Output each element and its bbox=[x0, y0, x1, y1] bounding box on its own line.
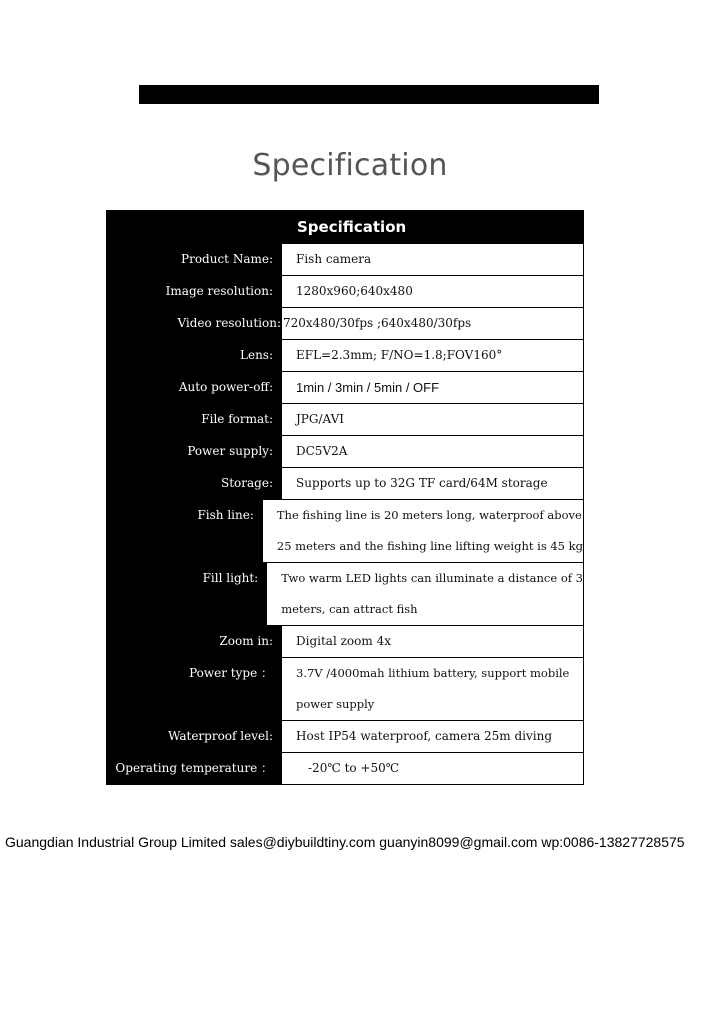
spec-row-auto-power-off bbox=[107, 371, 583, 403]
spec-row-fill-light bbox=[107, 562, 583, 625]
spec-value: Fish camera bbox=[281, 244, 583, 275]
spec-value: 1min / 3min / 5min / OFF bbox=[281, 372, 583, 403]
spec-label: Image resolution: bbox=[107, 276, 281, 307]
spec-label: Video resolution: bbox=[107, 308, 281, 339]
spec-value: Host IP54 waterproof, camera 25m diving bbox=[281, 721, 583, 752]
spec-value-line: The fishing line is 20 meters long, waterproof above bbox=[276, 508, 582, 522]
footer-contact-line: Guangdian Industrial Group Limited sales@diybuildtiny.com guanyin8099@gmail.com wp:0086-13827728575 bbox=[5, 834, 685, 850]
spec-value bbox=[262, 500, 583, 562]
spec-row-lens bbox=[107, 339, 583, 371]
top-black-bar bbox=[139, 85, 599, 104]
spec-row-video-resolution bbox=[107, 307, 583, 339]
spec-row-product-name bbox=[107, 243, 583, 275]
spec-label: Auto power-off: bbox=[107, 372, 281, 403]
spec-value bbox=[281, 658, 583, 720]
spec-value-line: 3.7V /4000mah lithium battery, support mobile bbox=[296, 666, 570, 680]
spec-value: JPG/AVI bbox=[281, 404, 583, 435]
spec-row-storage bbox=[107, 467, 583, 499]
table-header bbox=[107, 211, 583, 243]
spec-row-operating-temperature bbox=[107, 752, 583, 784]
spec-label: Operating temperature ： bbox=[107, 753, 281, 784]
spec-row-file-format bbox=[107, 403, 583, 435]
spec-label: Zoom in: bbox=[107, 626, 281, 657]
table-header-title: Specification bbox=[297, 218, 407, 236]
spec-value bbox=[266, 563, 583, 625]
spec-label: File format: bbox=[107, 404, 281, 435]
spec-row-waterproof-level bbox=[107, 720, 583, 752]
spec-label: Fish line: bbox=[107, 500, 262, 562]
spec-value: DC5V2A bbox=[281, 436, 583, 467]
spec-label: Storage: bbox=[107, 468, 281, 499]
spec-label: Waterproof level: bbox=[107, 721, 281, 752]
spec-label: Lens: bbox=[107, 340, 281, 371]
spec-value: 720x480/30fps ;640x480/30fps bbox=[281, 308, 583, 339]
spec-value-line: 25 meters and the fishing line lifting weight is 45 kg bbox=[276, 539, 583, 553]
spec-row-zoom-in bbox=[107, 625, 583, 657]
spec-row-fish-line bbox=[107, 499, 583, 562]
spec-value: -20℃ to +50℃ bbox=[281, 753, 583, 784]
spec-value-line: Two warm LED lights can illuminate a distance of 3 bbox=[281, 571, 583, 585]
table-header-blank bbox=[107, 211, 281, 243]
spec-table bbox=[106, 210, 584, 785]
spec-value: 1280x960;640x480 bbox=[281, 276, 583, 307]
spec-label: Fill light: bbox=[107, 563, 266, 625]
spec-row-image-resolution bbox=[107, 275, 583, 307]
spec-label: Power supply: bbox=[107, 436, 281, 467]
spec-value: Supports up to 32G TF card/64M storage bbox=[281, 468, 583, 499]
page-title: Specification bbox=[252, 148, 448, 183]
spec-row-power-supply bbox=[107, 435, 583, 467]
spec-label: Power type ： bbox=[107, 658, 281, 720]
spec-label: Product Name: bbox=[107, 244, 281, 275]
spec-value-line: meters, can attract fish bbox=[281, 602, 418, 616]
spec-value: Digital zoom 4x bbox=[281, 626, 583, 657]
spec-row-power-type bbox=[107, 657, 583, 720]
spec-value-line: power supply bbox=[296, 697, 375, 711]
spec-value: EFL=2.3mm; F/NO=1.8;FOV160° bbox=[281, 340, 583, 371]
